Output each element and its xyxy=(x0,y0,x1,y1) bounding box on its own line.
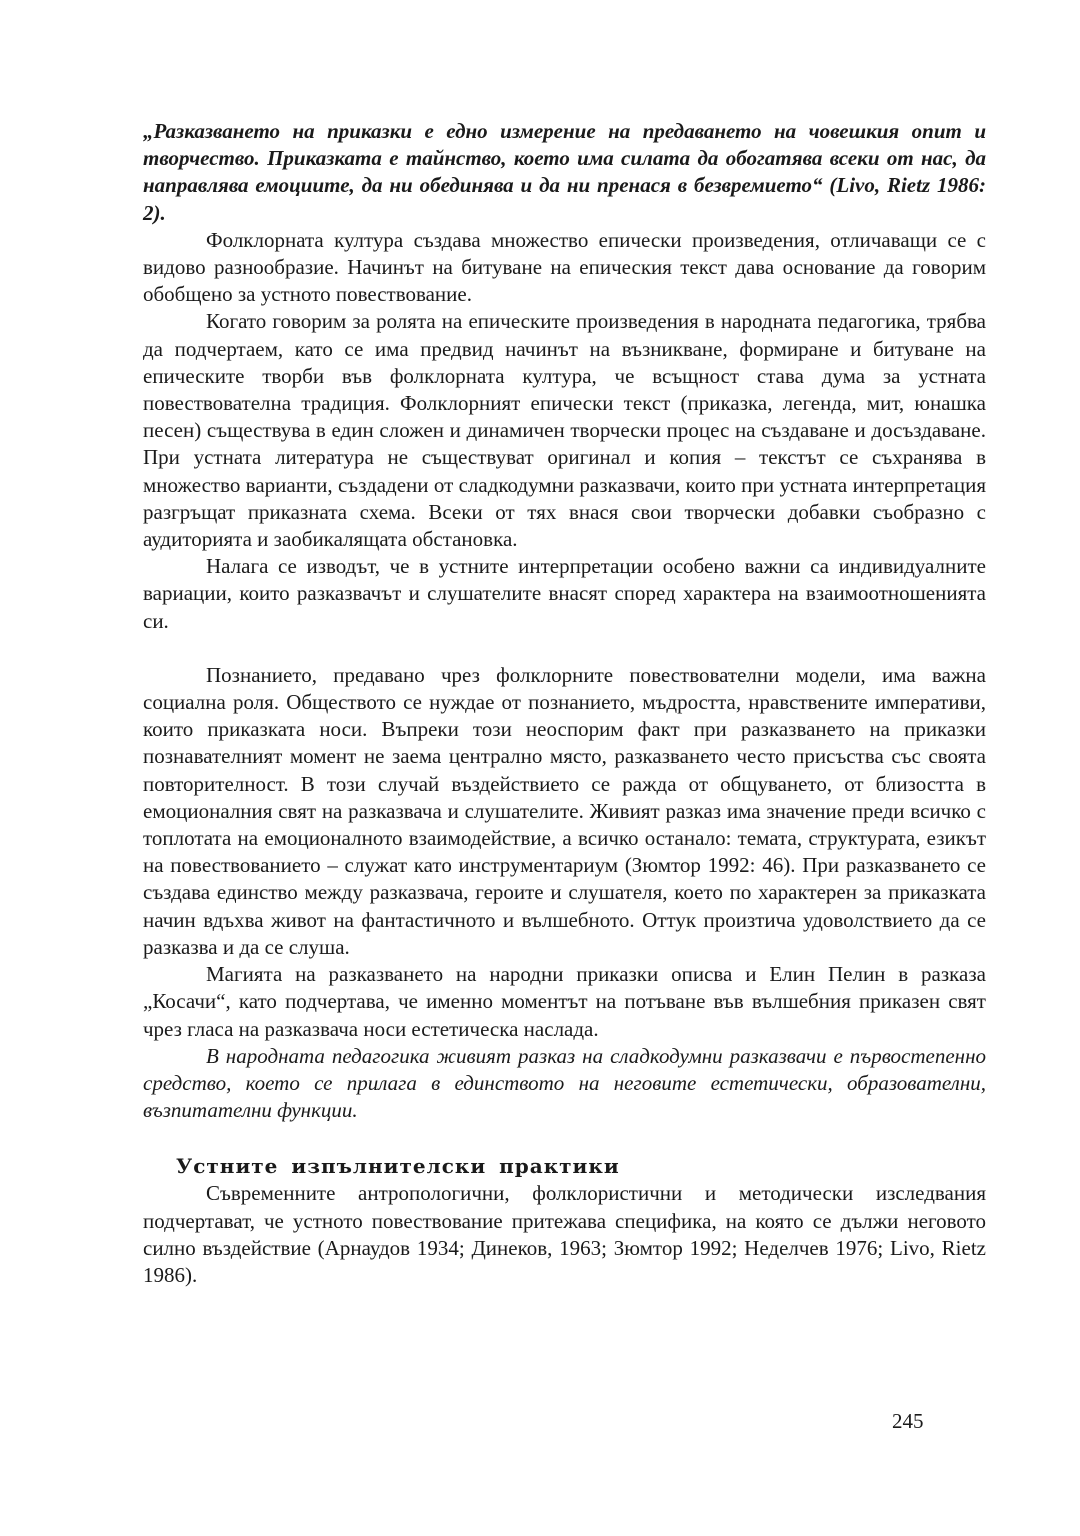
paragraph-folklore-culture: Фолклорната култура създава множество епически произведения, отличаващи се с видово разнообразие. Начинът на битуване на епическия текст дава основание да говорим обобщено за устното повествование. xyxy=(143,227,986,307)
paragraph-elin-pelin: Магията на разказването на народни приказки описва и Елин Пелин в разказа „Косачи“, като подчертава, че именно моментът на потъване във вълшебния приказен свят чрез гласа на разказвача носи естетическа наслада. xyxy=(143,962,986,1041)
page-body xyxy=(143,118,986,1289)
section-spacer xyxy=(143,1124,986,1153)
paragraph-knowledge-social-role: Познанието, предавано чрез фолклорните повествователни модели, има важна социална роля. Обществото се нуждае от познанието, мъдростта, нравствените императиви, които приказката носи. Въпреки този неоспорим факт при разказването на приказки познавателният момент не заема централно място, разказването често присъства със своята повторителност. В този случай въздействието се ражда от общуването, от близостта в емоционалния свят на разказвача и слушателите. Живият разказ има значение преди всичко с топлотата на емоционалното взаимодействие, а всичко останало: темата, структурата, езикът на повествованието – служат като инструментариум (Зюмтор 1992: 46). При разказването се създава единство между разказвача, героите и слушателя, което по характерен за приказката начин вдъхва живот на фантастичното и вълшебното. Оттук произтича удоволствието да се разказва и да се слуша. xyxy=(143,662,986,959)
epigraph-quote: „Разказването на приказки е едно измерение на предаването на човешкия опит и творчество. Приказката е тайнство, което има силата да обогатява всеки от нас, да направлява емоциите, да ни обединява и да ни пренася в безвремието“ (Livo, Rietz 1986: 2). xyxy=(143,119,986,225)
paragraph-oral-practices: Съвременните антропологични, фолклористични и методически изследвания подчертават, че устното повествование притежава специфика, на която се дължи неговото силно въздействие (Арнаудов 1934; Динеков, 1963; Зюмтор 1992; Неделчев 1976; Livo, Rietz 1986). xyxy=(143,1181,986,1287)
paragraph-epic-works-role: Когато говорим за ролята на епическите произведения в народната педагогика, трябва да подчертаем, като се има предвид начинът на възникване, формиране и битуване на епическите творби във фолклорната култура, че всъщност става дума за устната повествователна традиция. Фолклорният епически текст (приказка, легенда, мит, юнашка песен) съществува в един сложен и динамичен творчески процес на създаване и досъздаване. При устната литература не съществуват оригинал и копия – текстът се съхранява в множество варианти, създадени от сладкодумни разказвачи, които при устната интерпретация разгръщат приказната схема. Всеки от тях внася свои творчески добавки съобразно с аудиторията и заобикалящата обстановка. xyxy=(143,309,986,552)
section-heading: Устните изпълнителски практики xyxy=(176,1154,620,1179)
paragraph-spacer xyxy=(143,635,986,662)
page-number: 245 xyxy=(892,1409,924,1433)
paragraph-conclusion-italic: В народната педагогика живият разказ на сладкодумни разказвачи е първостепенно средство, което се прилага в единството на неговите естетически, образователни, възпитателни функции. xyxy=(143,1043,986,1123)
paragraph-individual-variations: Налага се изводът, че в устните интерпретации особено важни са индивидуалните вариации, които разказвачът и слушателите внасят според характера на взаимоотношенията си. xyxy=(143,554,986,633)
